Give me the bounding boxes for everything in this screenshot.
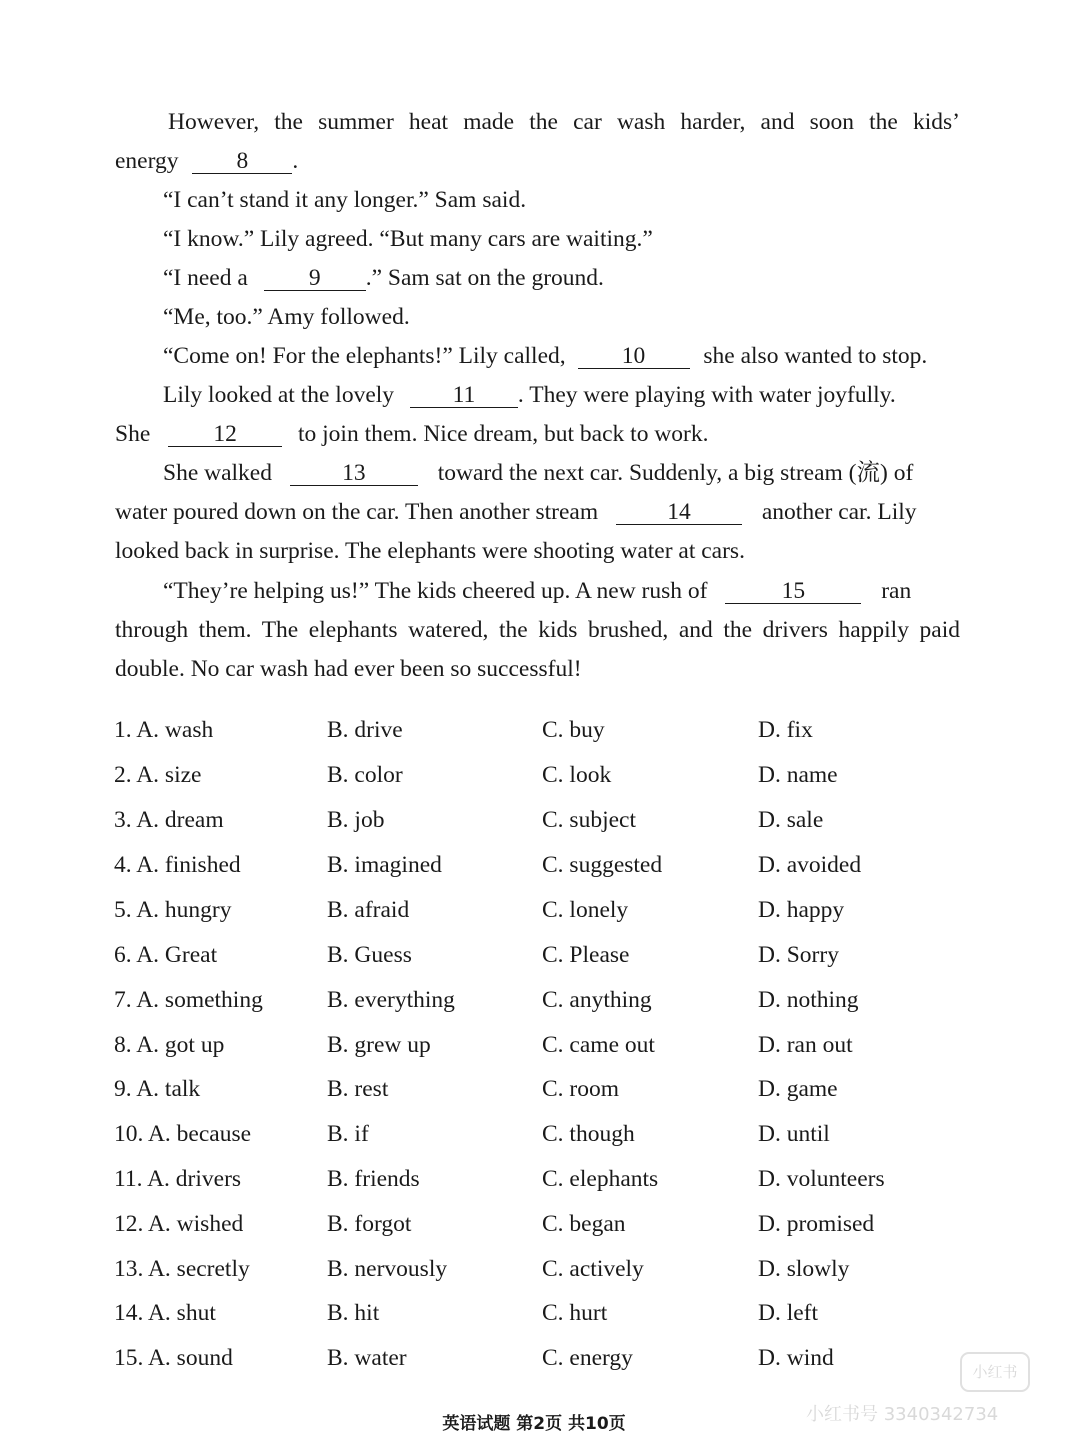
option-c: C. anything (542, 987, 652, 1013)
blank-10: 10 (578, 344, 690, 369)
passage-line-11 (115, 497, 917, 527)
option-b: B. drive (327, 717, 403, 743)
passage-text: ran (881, 578, 912, 604)
blank-11: 11 (410, 383, 518, 408)
blank-9: 9 (264, 266, 366, 291)
passage-text: “I can’t stand it any longer.” Sam said. (163, 187, 527, 213)
option-a: 2. A. size (114, 762, 202, 788)
option-row (0, 848, 1068, 882)
option-d: D. wind (758, 1345, 834, 1371)
watermark-id: 小红书号 3340342734 (806, 1404, 999, 1425)
blank-15: 15 (725, 579, 861, 604)
option-row (0, 803, 1068, 837)
passage-text: double. No car wash had ever been so successful! (115, 656, 582, 682)
blank-14: 14 (616, 500, 742, 525)
option-b: B. nervously (327, 1256, 448, 1282)
passage-text: another car. Lily (761, 499, 917, 525)
option-a: 4. A. finished (114, 852, 241, 878)
passage-text: water poured down on the car. Then another stream (115, 499, 599, 525)
passage-line-7 (163, 341, 927, 371)
option-d: D. name (758, 762, 838, 788)
passage-line-1 (168, 107, 960, 137)
passage-line-15 (115, 654, 582, 684)
page-footer: 英语试题 第2页 共10页 (442, 1414, 626, 1434)
option-b: B. friends (327, 1166, 420, 1192)
passage-text: through them. The elephants watered, the kids brushed, and the drivers happily paid (115, 617, 960, 643)
passage-text: she also wanted to stop. (703, 343, 928, 369)
watermark-logo: 小红书 (960, 1352, 1030, 1392)
option-c: C. energy (542, 1345, 633, 1371)
option-d: D. volunteers (758, 1166, 885, 1192)
option-c: C. actively (542, 1256, 644, 1282)
option-row (0, 1341, 1068, 1375)
option-row (0, 1072, 1068, 1106)
option-d: D. left (758, 1300, 819, 1326)
passage-text: looked back in surprise. The elephants were shooting water at cars. (115, 538, 745, 564)
option-b: B. rest (327, 1076, 389, 1102)
option-b: B. hit (327, 1300, 380, 1326)
option-row (0, 758, 1068, 792)
option-c: C. came out (542, 1032, 655, 1058)
option-c: C. room (542, 1076, 620, 1102)
option-a: 1. A. wash (114, 717, 214, 743)
passage-text: “Me, too.” Amy followed. (163, 304, 410, 330)
option-b: B. afraid (327, 897, 410, 923)
option-row (0, 1028, 1068, 1062)
option-row (0, 938, 1068, 972)
passage-line-9 (115, 419, 709, 449)
option-row (0, 1117, 1068, 1151)
passage-text: “I know.” Lily agreed. “But many cars are waiting.” (163, 226, 653, 252)
option-c: C. suggested (542, 852, 663, 878)
passage-line-14 (115, 615, 960, 645)
option-b: B. color (327, 762, 403, 788)
passage-text: “Come on! For the elephants!” Lily called, (163, 343, 566, 369)
passage-text: . (292, 148, 299, 174)
passage-text: She walked (163, 460, 272, 486)
passage-text: to join them. Nice dream, but back to work. (298, 421, 709, 447)
blank-8: 8 (192, 149, 292, 174)
option-c: C. subject (542, 807, 636, 833)
option-a: 6. A. Great (114, 942, 218, 968)
passage-text: energy (115, 148, 179, 174)
option-c: C. began (542, 1211, 626, 1237)
option-row (0, 983, 1068, 1017)
option-b: B. if (327, 1121, 369, 1147)
option-d: D. fix (758, 717, 813, 743)
passage-text: Lily looked at the lovely (163, 382, 395, 408)
option-b: B. everything (327, 987, 455, 1013)
option-row (0, 1207, 1068, 1241)
option-d: D. promised (758, 1211, 875, 1237)
option-a: 11. A. drivers (114, 1166, 242, 1192)
option-a: 7. A. something (114, 987, 263, 1013)
passage-line-2 (115, 146, 298, 176)
passage-text: She (115, 421, 151, 447)
passage-line-12 (115, 536, 745, 566)
option-c: C. buy (542, 717, 605, 743)
option-b: B. Guess (327, 942, 412, 968)
passage-text: . They were playing with water joyfully. (517, 382, 896, 408)
passage-line-8 (163, 380, 896, 410)
option-c: C. look (542, 762, 612, 788)
option-c: C. elephants (542, 1166, 659, 1192)
option-c: C. though (542, 1121, 635, 1147)
option-b: B. forgot (327, 1211, 412, 1237)
option-a: 14. A. shut (114, 1300, 216, 1326)
passage-line-13 (163, 576, 911, 606)
option-row (0, 893, 1068, 927)
passage-text: toward the next car. Suddenly, a big stream (流) of (437, 460, 914, 486)
passage-text: “They’re helping us!” The kids cheered up. A new rush of (163, 578, 708, 604)
option-a: 12. A. wished (114, 1211, 244, 1237)
option-b: B. grew up (327, 1032, 431, 1058)
option-d: D. avoided (758, 852, 862, 878)
option-a: 15. A. sound (114, 1345, 233, 1371)
option-row (0, 1252, 1068, 1286)
option-d: D. nothing (758, 987, 859, 1013)
passage-line-3 (163, 185, 526, 215)
blank-13: 13 (290, 461, 418, 486)
option-d: D. until (758, 1121, 830, 1147)
option-a: 5. A. hungry (114, 897, 232, 923)
passage-line-5 (163, 263, 604, 293)
option-d: D. game (758, 1076, 838, 1102)
option-b: B. water (327, 1345, 407, 1371)
option-d: D. ran out (758, 1032, 853, 1058)
option-b: B. imagined (327, 852, 442, 878)
option-row (0, 713, 1068, 747)
passage-text: However, the summer heat made the car wash harder, and soon the kids’ (168, 109, 960, 135)
option-d: D. sale (758, 807, 824, 833)
option-b: B. job (327, 807, 385, 833)
option-c: C. lonely (542, 897, 629, 923)
option-a: 13. A. secretly (114, 1256, 250, 1282)
passage-text: “I need a (163, 265, 248, 291)
option-row (0, 1162, 1068, 1196)
blank-12: 12 (168, 422, 282, 447)
option-row (0, 1296, 1068, 1330)
option-a: 8. A. got up (114, 1032, 225, 1058)
option-a: 9. A. talk (114, 1076, 201, 1102)
option-d: D. happy (758, 897, 845, 923)
passage-line-6 (163, 302, 410, 332)
option-d: D. slowly (758, 1256, 850, 1282)
passage-text: .” Sam sat on the ground. (365, 265, 604, 291)
option-c: C. hurt (542, 1300, 608, 1326)
passage-line-4 (163, 224, 653, 254)
option-d: D. Sorry (758, 942, 839, 968)
option-c: C. Please (542, 942, 630, 968)
option-a: 10. A. because (114, 1121, 252, 1147)
option-a: 3. A. dream (114, 807, 224, 833)
passage-line-10 (163, 458, 913, 488)
